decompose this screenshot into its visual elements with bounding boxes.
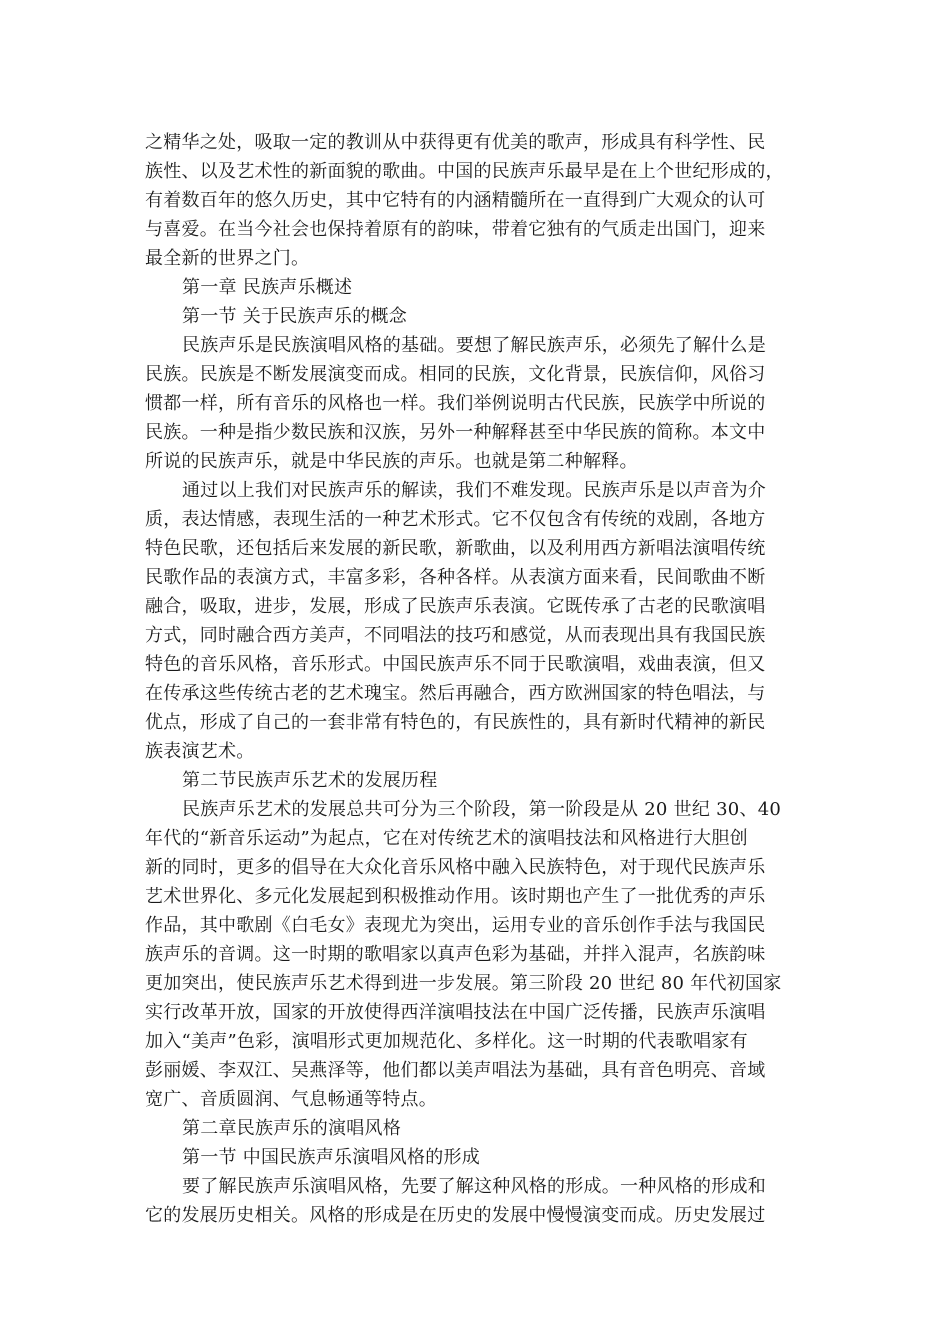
text-line: 与喜爱。在当今社会也保持着原有的韵味，带着它独有的气质走出国门，迎来 [145, 219, 766, 240]
text-line: 惯都一样，所有音乐的风格也一样。我们举例说明古代民族，民族学中所说的 [145, 393, 766, 414]
text-line: 通过以上我们对民族声乐的解读，我们不难发现。民族声乐是以声音为介 [182, 480, 766, 501]
text-line: 最全新的世界之门。 [145, 248, 310, 269]
text-line: 艺术世界化、多元化发展起到积极推动作用。该时期也产生了一批优秀的声乐 [145, 886, 766, 907]
text-line: 所说的民族声乐，就是中华民族的声乐。也就是第二种解释。 [145, 451, 638, 472]
text-line: 它的发展历史相关。风格的形成是在历史的发展中慢慢演变而成。历史发展过 [145, 1205, 766, 1226]
text-line: 作品，其中歌剧《白毛女》表现尤为突出，运用专业的音乐创作手法与我国民 [145, 915, 766, 936]
text-line: 彭丽媛、李双江、吴燕泽等，他们都以美声唱法为基础，具有音色明亮、音域 [145, 1060, 766, 1081]
text-line: 宽广、音质圆润、气息畅通等特点。 [145, 1089, 437, 1110]
text-line: 第一章 民族声乐概述 [182, 277, 353, 298]
text-line: 有着数百年的悠久历史，其中它特有的内涵精髓所在一直得到广大观众的认可 [145, 190, 766, 211]
text-line: 特色民歌，还包括后来发展的新民歌，新歌曲，以及利用西方新唱法演唱传统 [145, 538, 766, 559]
text-line: 方式，同时融合西方美声，不同唱法的技巧和感觉，从而表现出具有我国民族 [145, 625, 766, 646]
text-line: 年代的“新音乐运动”为起点，它在对传统艺术的演唱技法和风格进行大胆创 [145, 828, 748, 849]
text-line: 质，表达情感，表现生活的一种艺术形式。它不仅包含有传统的戏剧，各地方 [145, 509, 766, 530]
text-line: 实行改革开放，国家的开放使得西洋演唱技法在中国广泛传播，民族声乐演唱 [145, 1002, 766, 1023]
text-line: 族声乐的音调。这一时期的歌唱家以真声色彩为基础，并拌入混声，名族韵味 [145, 944, 766, 965]
text-line: 族性、以及艺术性的新面貌的歌曲。中国的民族声乐最早是在上个世纪形成的， [145, 161, 784, 182]
text-line: 民族声乐是民族演唱风格的基础。要想了解民族声乐，必须先了解什么是 [182, 335, 766, 356]
text-line: 第二节民族声乐艺术的发展历程 [182, 770, 438, 791]
text-line: 第一节 关于民族声乐的概念 [182, 306, 407, 327]
text-line: 之精华之处，吸取一定的教训从中获得更有优美的歌声，形成具有科学性、民 [145, 132, 766, 153]
text-line: 新的同时，更多的倡导在大众化音乐风格中融入民族特色，对于现代民族声乐 [145, 857, 766, 878]
text-line: 优点，形成了自己的一套非常有特色的，有民族性的，具有新时代精神的新民 [145, 712, 766, 733]
text-line: 更加突出，使民族声乐艺术得到进一步发展。第三阶段 20 世纪 80 年代初国家 [145, 973, 782, 994]
text-line: 民族。民族是不断发展演变而成。相同的民族，文化背景，民族信仰，风俗习 [145, 364, 766, 385]
text-line: 族表演艺术。 [145, 741, 255, 762]
text-line: 在传承这些传统古老的艺术瑰宝。然后再融合，西方欧洲国家的特色唱法，与 [145, 683, 766, 704]
text-line: 融合，吸取，进步，发展，形成了民族声乐表演。它既传承了古老的民歌演唱 [145, 596, 766, 617]
text-line: 第二章民族声乐的演唱风格 [182, 1118, 401, 1139]
text-line: 第一节 中国民族声乐演唱风格的形成 [182, 1147, 480, 1168]
text-line: 加入“美声”色彩，演唱形式更加规范化、多样化。这一时期的代表歌唱家有 [145, 1031, 748, 1052]
text-line: 民族。一种是指少数民族和汉族，另外一种解释甚至中华民族的简称。本文中 [145, 422, 766, 443]
document-body [145, 128, 805, 1230]
text-line: 特色的音乐风格，音乐形式。中国民族声乐不同于民歌演唱，戏曲表演，但又 [145, 654, 766, 675]
text-line: 民族声乐艺术的发展总共可分为三个阶段，第一阶段是从 20 世纪 30、40 [182, 799, 782, 820]
text-line: 要了解民族声乐演唱风格，先要了解这种风格的形成。一种风格的形成和 [182, 1176, 766, 1197]
text-line: 民歌作品的表演方式，丰富多彩，各种各样。从表演方面来看，民间歌曲不断 [145, 567, 766, 588]
